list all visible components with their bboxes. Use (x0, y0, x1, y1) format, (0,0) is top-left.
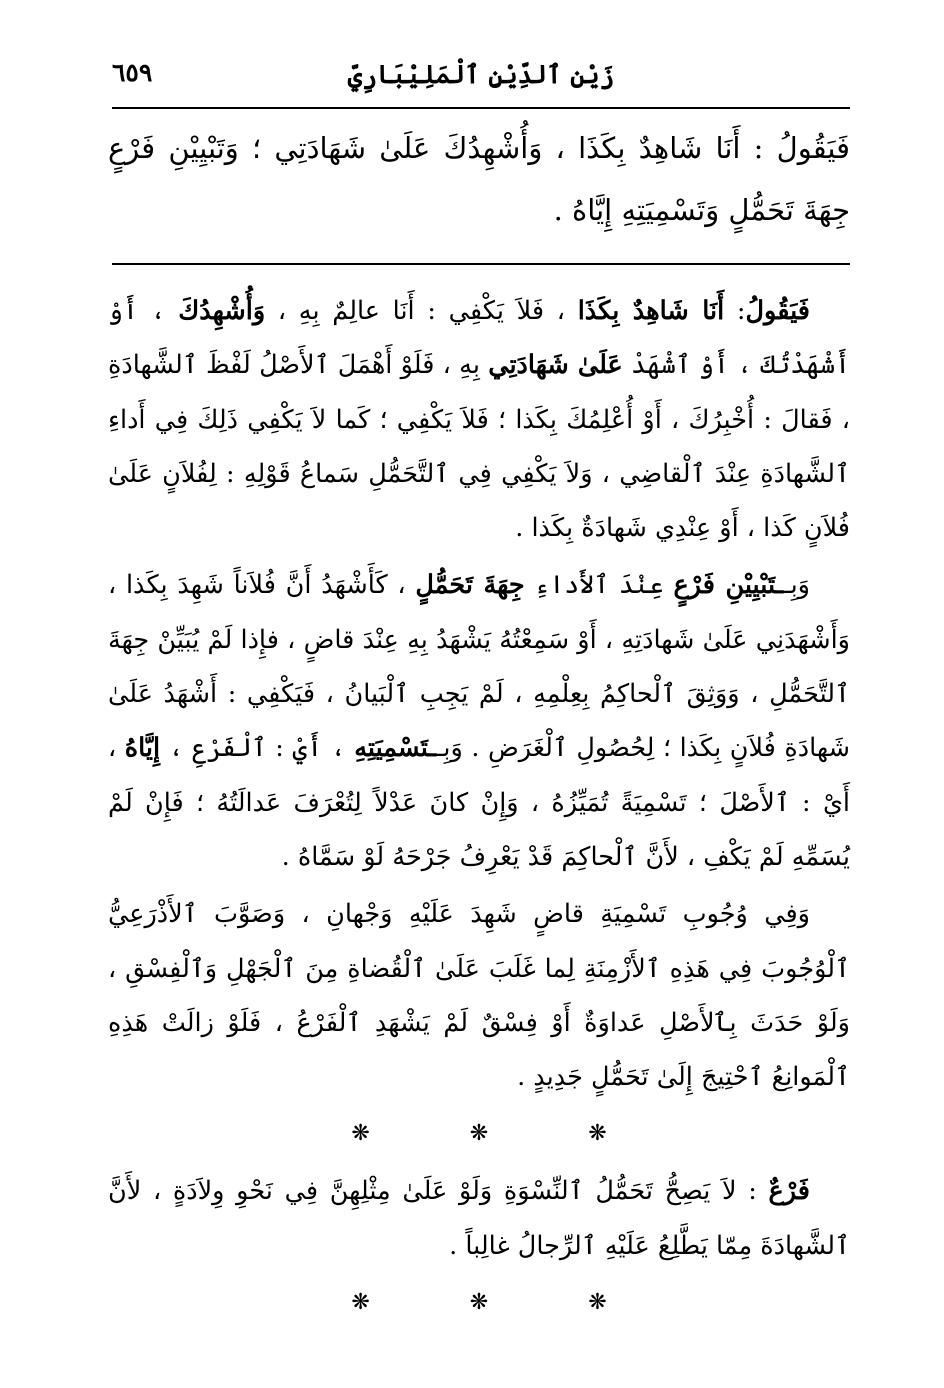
commentary-text: ، أَيْ : ٱلأَصْلَ ؛ تَسْمِيَةً تُمَيِّزُهُ ، وَإِنْ كانَ عَدْلاً لِتُعْرَفَ عَدالَتُهُ ؛ فَإِنْ لَمْ يُسَمِّهِ لَمْ يَكْفِ ، لأَنَّ ٱلْحاكِمَ قَدْ يَعْرِفُ جَرْحَهُ لَوْ سَمَّاهُ . (108, 733, 850, 872)
quoted-term: جِهَةَ تَحَمُّلٍ (415, 570, 525, 601)
section-divider-stars (108, 1276, 850, 1330)
commentary-text: بِهِ ، فَلَوْ أَهْمَلَ ٱلأَصْلُ لَفْظَ ٱلشَّهادَةِ ، فَقالَ : أُخْبِرُكَ ، أَوْ أُعْلِمُكَ بِكَذا ؛ فَلاَ يَكْفِي ؛ كَما لاَ يَكْفِي ذَلِكَ فِي أَداءِ ٱلشَّهادَةِ عِنْدَ ٱلْقاضِي ، وَلاَ يَكْفِي فِي ٱلتَّحَمُّلِ سَماعُ قَوْلِهِ : لِفُلاَنٍ عَلَىٰ فُلاَنٍ كَذا ، أَوْ عِنْدِي شَهادَةٌ بِكَذا . (108, 350, 850, 544)
commentary-text: : لاَ يَصِحُّ تَحَمُّلُ ٱلنِّسْوَةِ وَلَوْ عَلَىٰ مِثْلِهِنَّ فِي نَحْوِ وِلاَدَةٍ ، لأَنَّ ٱلشَّهادَةَ مِمّا يَطَّلِعُ عَلَيْهِ ٱلرِّجالُ غالِباً . (108, 1176, 850, 1261)
page-header (112, 52, 850, 102)
commentary-text: ، أَوْ أَشْهَدْتُكَ ، أَوْ ٱشْهَدْ (108, 296, 851, 381)
commentary-paragraph-4 (108, 1164, 850, 1273)
quoted-term: فَيَقُولُ (745, 296, 810, 326)
commentary-paragraph-3: وَفِي وُجُوبِ تَسْمِيَةِ قاضٍ شَهِدَ عَلَيْهِ وَجْهانِ ، وَصَوَّبَ ٱلأَذْرَعِيُّ ٱلْوُجُوبَ فِي هَذِهِ ٱلأَزْمِنَةِ لِما غَلَبَ عَلَىٰ ٱلْقُضاةِ مِنَ ٱلْجَهْلِ وَٱلْفِسْقِ ، وَلَوْ حَدَثَ بِٱلأَصْلِ عَداوَةٌ أَوْ فِسْقٌ لَمْ يَشْهَدِ ٱلْفَرْعُ ، فَلَوْ زالَتْ هَذِهِ ٱلْمَوانِعُ ٱحْتِيجَ إِلَىٰ تَحَمُّلٍ جَدِيدٍ . (108, 899, 850, 1093)
commentary-text: عِنْدَ ٱلأَداءِ (524, 570, 674, 601)
header-rule (112, 107, 850, 109)
commentary (108, 284, 850, 1333)
quoted-term: ـتَبْيِيْنِ فَرْعٍ (673, 570, 784, 601)
running-title: زَيْن ٱلدِّيْنِ ٱلْمَلِيْبَارِيّ (347, 60, 615, 89)
commentary-paragraph-2 (108, 558, 850, 884)
commentary-text: : (724, 296, 746, 326)
star-ornament-icon: ❋ (351, 1290, 370, 1316)
quoted-term: ـتَسْمِيَتِهِ (354, 733, 436, 764)
star-ornament-icon: ❋ (351, 1121, 370, 1147)
commentary-paragraph-1 (108, 284, 850, 555)
quoted-term: وَأُشْهِدُكَ (178, 296, 266, 326)
star-ornament-icon: ❋ (588, 1121, 607, 1147)
section-divider-stars (108, 1107, 850, 1161)
commentary-text: ، أَيْ : ٱلْفَرْعِ ، (160, 733, 355, 764)
commentary-text: ، كَأَشْهَدُ أَنَّ فُلاَناً شَهِدَ بِكَذا ، وَأَشْهَدَنِي عَلَىٰ شَهادَتِهِ ، أَوْ سَمِعْتُهُ يَشْهَدُ بِهِ عِنْدَ قاضٍ ، فإِذا لَمْ يُبَيِّنْ جِهَةَ ٱلتَّحَمُّلِ ، وَوَثِقَ ٱلْحاكِمُ بِعِلْمِهِ ، لَمْ يَجِبِ ٱلْبَيانُ ، فَيَكْفِي : أَشْهَدُ عَلَىٰ شَهادَةِ فُلاَنٍ بِكَذا ؛ لِحُصُولِ ٱلْغَرَضِ . وَبِـ (108, 570, 850, 764)
star-ornament-icon: ❋ (469, 1121, 489, 1147)
star-ornament-icon: ❋ (469, 1290, 489, 1316)
quoted-term: أَنَا شَاهِدٌ بِكَذَا (577, 296, 725, 326)
commentary-text: ، فَلاَ يَكْفِي : أَنَا عالِمٌ بِهِ ، (265, 296, 578, 326)
quoted-term: إِيَّاهُ (124, 733, 161, 764)
page-number: ٦٥٩ (112, 58, 153, 87)
main-text: فَيَقُولُ : أَنَا شَاهِدٌ بِكَذَا ، وَأُشْهِدُكَ عَلَىٰ شَهَادَتِي ؛ وَتَبْيِيْنِ فَرْعٍ جِهَةَ تَحَمُّلٍ وَتَسْمِيَتِهِ إِيَّاهُ . (108, 131, 850, 227)
commentary-separator-rule (112, 263, 850, 265)
quoted-term: فَرْعٌ (768, 1176, 810, 1207)
commentary-text: وَبِـ (783, 570, 810, 601)
star-ornament-icon: ❋ (588, 1290, 607, 1316)
quoted-term: عَلَىٰ شَهَادَتِي (488, 350, 623, 381)
